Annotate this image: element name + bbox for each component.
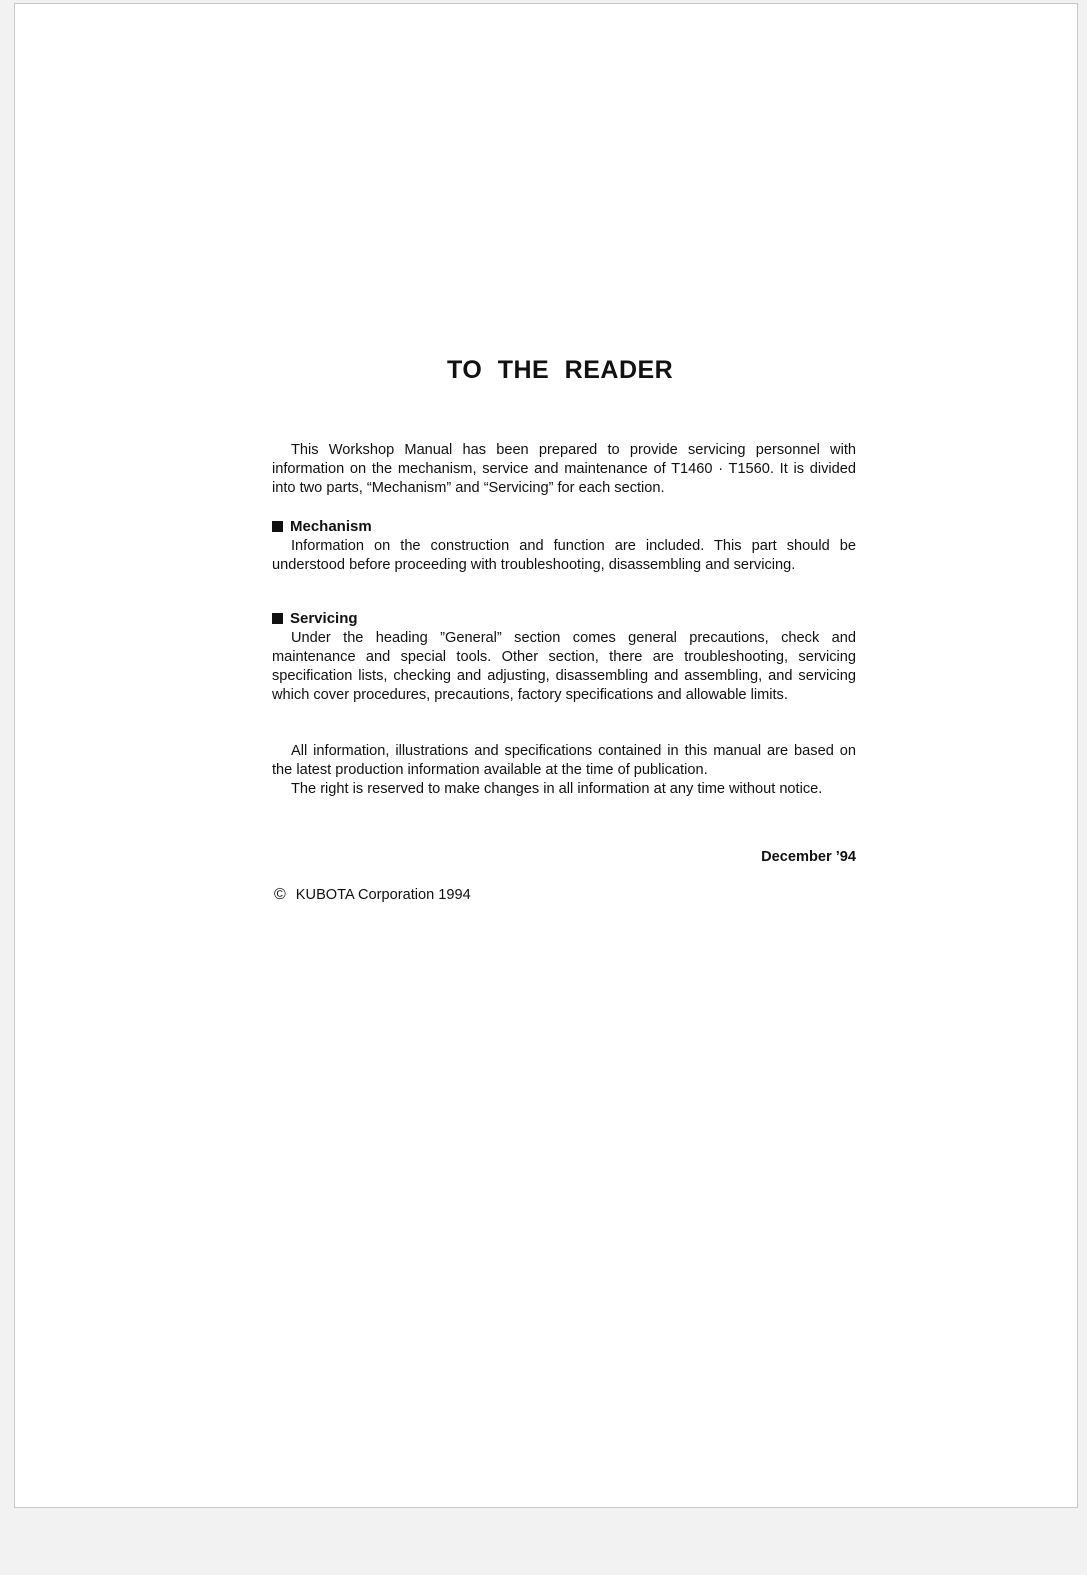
document-page [14,3,1078,1508]
black-square-icon [272,521,283,532]
publication-date: December ’94 [761,849,856,865]
page-title: TO THE READER [447,356,674,384]
section-heading-servicing [272,609,358,628]
copyright-icon: © [274,886,286,903]
intro-paragraph: This Workshop Manual has been prepared to provide servicing personnel with information on the mechanism, service and maintenance of T1460 · T1560. It is divided into two parts, “Mechanism” and “Servicing” for each section. [272,442,856,496]
notice-paragraph-2: The right is reserved to make changes in all information at any time without notice. [291,781,823,797]
section-heading-label: Mechanism [290,518,372,535]
copyright-line [274,885,471,905]
section-heading-mechanism [272,517,372,536]
section-heading-label: Servicing [290,610,358,627]
mechanism-paragraph: Information on the construction and function are included. This part should be understood before proceeding with troubleshooting, disassembling and servicing. [272,538,856,573]
black-square-icon [272,613,283,624]
servicing-paragraph: Under the heading ”General” section comes general precautions, check and maintenance and special tools. Other section, there are troubleshooting, servicing specification lists, checking and adjusting, disassembling and assembling, and servicing which cover procedures, precautions, factory specifications and allowable limits. [272,630,856,703]
notice-paragraph-1: All information, illustrations and specifications contained in this manual are based on the latest production information available at the time of publication. [272,743,856,778]
copyright-text: KUBOTA Corporation 1994 [295,887,471,903]
